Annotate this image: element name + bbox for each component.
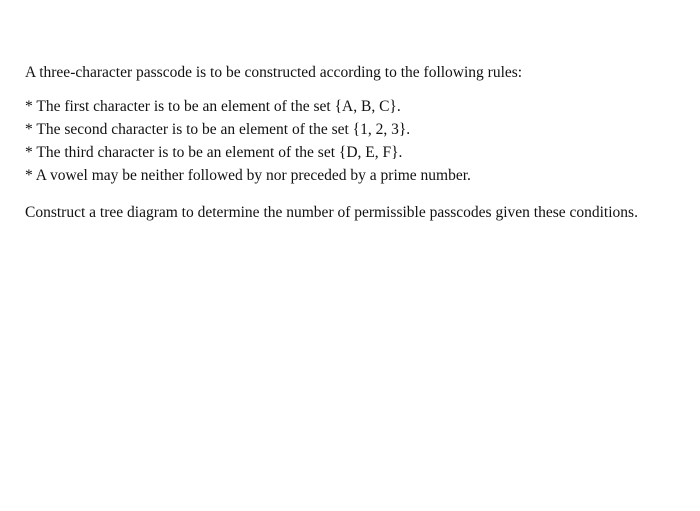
problem-intro: A three-character passcode is to be constructed according to the following rules: — [25, 64, 523, 81]
problem-instruction: Construct a tree diagram to determine the number of permissible passcodes given these conditions. — [25, 204, 638, 221]
problem-text — [25, 62, 700, 224]
rule-item: * The first character is to be an element of the set {A, B, C}. — [25, 98, 401, 115]
rule-item: * The third character is to be an element of the set {D, E, F}. — [25, 144, 403, 161]
rule-item: * The second character is to be an element of the set {1, 2, 3}. — [25, 121, 411, 138]
rule-item: * A vowel may be neither followed by nor preceded by a prime number. — [25, 167, 471, 184]
rules-list — [25, 95, 700, 187]
